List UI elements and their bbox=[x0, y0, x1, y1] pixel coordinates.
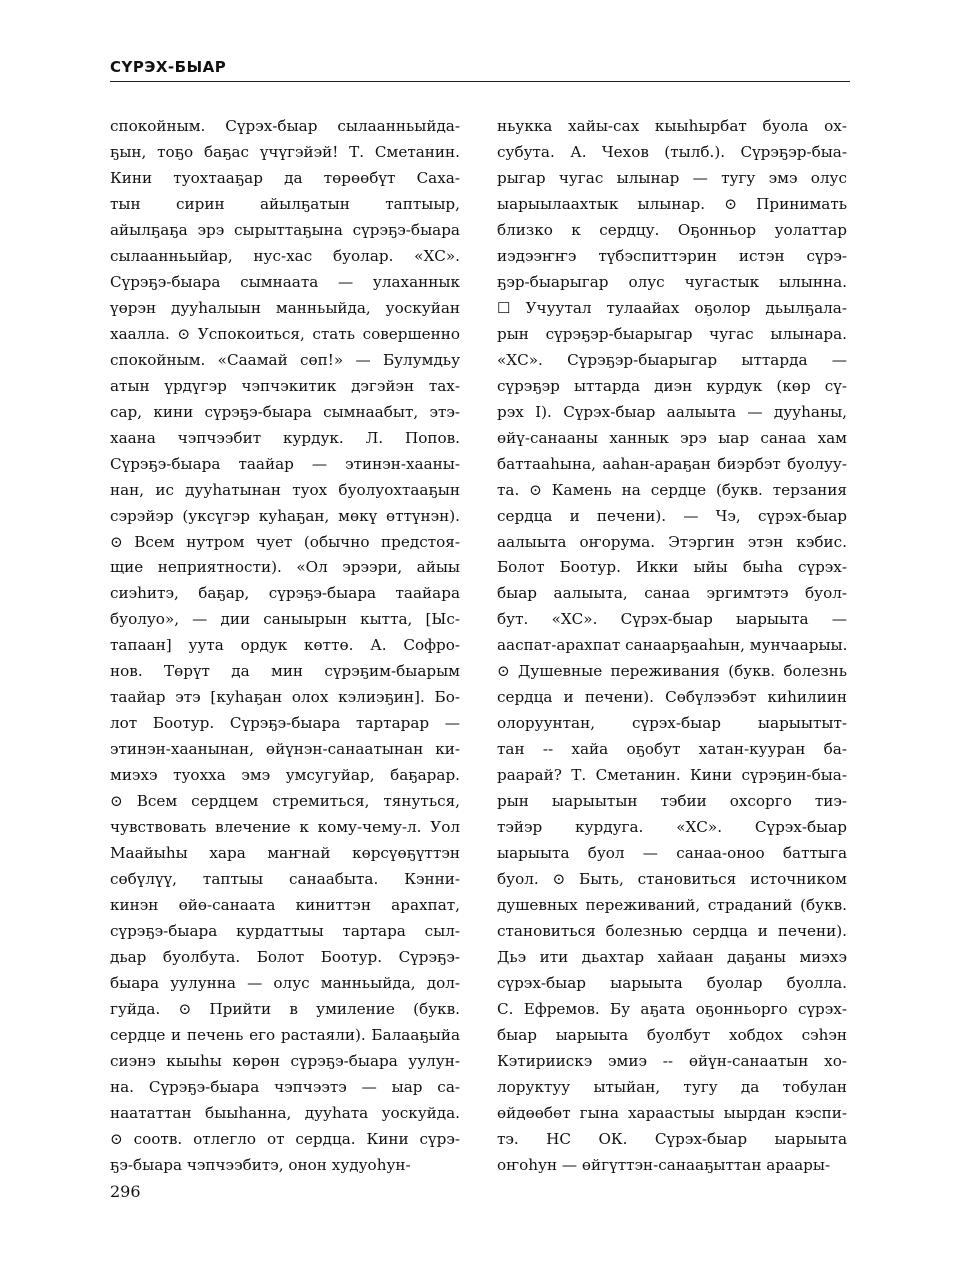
text-line: рэх I). Сүрэх-быар аалыыта — дууһаны, bbox=[497, 402, 847, 421]
text-line: Сүрэҕэ-быара таайар — этинэн-хааны- bbox=[110, 454, 460, 473]
text-line: олоруунтан, сүрэх-быар ыарыытыт- bbox=[497, 714, 847, 733]
text-line: баттааһына, ааһан-араҕан биэрбэт буолуу- bbox=[497, 454, 847, 473]
text-line: сүрэҕэ-быара курдаттыы тартара сыл- bbox=[110, 922, 460, 941]
text-line: спокойным. Сүрэх-быар сылаанньыйда- bbox=[110, 117, 460, 135]
text-line: быара уулунна — олус манньыйда, дол- bbox=[110, 973, 460, 992]
text-line: ⊙ Всем нутром чует (обычно предстоя- bbox=[110, 532, 460, 551]
text-line: раарай? Т. Сметанин. Кини сүрэҕин-быа- bbox=[497, 766, 847, 785]
text-line: на. Сүрэҕэ-быара чэпчээтэ — ыар са- bbox=[110, 1077, 460, 1096]
text-line: та. ⊙ Камень на сердце (букв. терзания bbox=[497, 480, 847, 499]
text-line: Дьэ ити дьахтар хайаан даҕаны миэхэ bbox=[497, 948, 847, 966]
text-line: оҥоһун — өйгүттэн-санааҕыттан араары- bbox=[497, 1155, 831, 1174]
text-line: ҕын, тоҕо баҕас үчүгэйэй! Т. Сметанин. bbox=[110, 142, 460, 161]
header-title: СҮРЭХ-БЫАР bbox=[110, 58, 227, 76]
text-line: тапаан] уута ордук көттө. А. Софро- bbox=[110, 636, 460, 655]
text-line: кинэн өйө-санаата киниттэн арахпат, bbox=[110, 896, 460, 915]
text-line: Сүрэҕэ-быара сымнаата — улаханнык bbox=[110, 272, 460, 291]
text-line: рын ыарыытын тэбии охсорго тиэ- bbox=[497, 792, 847, 811]
text-line: Маайыһы хара маҥнай көрсүөҕүттэн bbox=[110, 844, 460, 863]
text-line: близко к сердцу. Оҕонньор уолаттар bbox=[497, 220, 847, 239]
text-line: нан, ис дууһатынан туох буолуохтааҕын bbox=[110, 480, 460, 499]
text-line: сар, кини сүрэҕэ-быара сымнаабыт, этэ- bbox=[110, 402, 460, 421]
left-column bbox=[110, 113, 460, 1178]
text-line: атын үрдүгэр чэпчэкитик дэгэйэн тах- bbox=[110, 376, 460, 395]
text-line: ньукка хайы-сах кыыһырбат буола ох- bbox=[497, 117, 847, 135]
text-line: сердце и печень его растаяли). Балааҕыйа bbox=[110, 1025, 460, 1044]
text-line: этинэн-хаанынан, өйүнэн-санаатынан ки- bbox=[110, 740, 460, 759]
text-line: ⊙ Всем сердцем стремиться, тянуться, bbox=[110, 792, 460, 811]
text-line: гуйда. ⊙ Прийти в умиление (букв. bbox=[110, 999, 460, 1018]
text-line: быар ыарыыта буолбут хобдох сэһэн bbox=[497, 1025, 847, 1044]
text-line: С. Ефремов. Бу аҕата оҕонньорго сүрэх- bbox=[497, 999, 847, 1018]
text-line: становиться болезнью сердца и печени). bbox=[497, 922, 847, 941]
text-line: сердца и печени). — Чэ, сүрэх-быар bbox=[497, 506, 847, 525]
text-line: айылҕаҕа эрэ сырыттаҕына сүрэҕэ-быара bbox=[110, 220, 460, 239]
text-line: ыарыыта буол — санаа-оноо баттыга bbox=[497, 844, 847, 863]
text-line: иэдээҥҥэ түбэспиттэрин истэн сүрэ- bbox=[497, 246, 847, 265]
text-line: дьар буолбута. Болот Боотур. Сүрэҕэ- bbox=[110, 948, 460, 966]
text-line: ⊙ Душевные переживания (букв. болезнь bbox=[497, 662, 847, 681]
text-line: Кэтириискэ эмиэ -- өйүн-санаатын хо- bbox=[497, 1051, 847, 1070]
running-header bbox=[110, 57, 850, 82]
text-line: буолуо», — дии саныырын кытта, [Ыс- bbox=[110, 610, 460, 629]
text-line: сүрэҕэр ыттарда диэн курдук (көр сү- bbox=[497, 376, 847, 395]
text-line: хаана чэпчээбит курдук. Л. Попов. bbox=[110, 428, 460, 447]
text-line: бут. «ХС». Сүрэх-быар ыарыыта — bbox=[497, 610, 847, 629]
text-line: тын сирин айылҕатын таптыыр, bbox=[110, 194, 460, 213]
text-line: спокойным. «Саамай сөп!» — Булумдьу bbox=[110, 350, 460, 369]
text-line: сиэнэ кыыһы көрөн сүрэҕэ-быара уулун- bbox=[110, 1051, 460, 1070]
text-line: наататтан быыһанна, дууһата уоскуйда. bbox=[110, 1103, 460, 1122]
text-line: чувствовать влечение к кому-чему-л. Уол bbox=[110, 818, 460, 837]
text-line: нов. Төрүт да мин сүрэҕим-быарым bbox=[110, 662, 460, 681]
text-line: хаалла. ⊙ Успокоиться, стать совершенно bbox=[110, 324, 460, 343]
text-line: ыарыылаахтык ылынар. ⊙ Принимать bbox=[497, 194, 847, 213]
text-line: буол. ⊙ Быть, становиться источником bbox=[497, 870, 847, 889]
text-line: лоруктуу ытыйан, тугу да тобулан bbox=[497, 1077, 847, 1096]
text-line: тэ. НС ОК. Сүрэх-быар ыарыыта bbox=[497, 1129, 847, 1148]
right-column bbox=[497, 113, 847, 1178]
text-line: рын сүрэҕэр-быарыгар чугас ылынара. bbox=[497, 324, 847, 343]
text-line: тэйэр курдуга. «ХС». Сүрэх-быар bbox=[497, 818, 847, 837]
text-line: Болот Боотур. Икки ыйы быһа сүрэх- bbox=[497, 558, 847, 577]
text-line: сердца и печени). Сөбүлээбэт киһилиин bbox=[497, 688, 847, 707]
text-line: таайар этэ [куһаҕан олох кэлиэҕин]. Бо- bbox=[110, 688, 460, 707]
text-line: үөрэн дууһалыын манньыйда, уоскуйан bbox=[110, 298, 460, 317]
text-line: сиэһитэ, баҕар, сүрэҕэ-быара таайара bbox=[110, 584, 460, 603]
text-line: аалыыта оҥорума. Этэргин этэн кэбис. bbox=[497, 532, 847, 551]
text-line: ҕэр-быарыгар олус чугастык ылынна. bbox=[497, 272, 847, 291]
text-line: ааспат-арахпат санаарҕааһын, мунчаарыы. bbox=[497, 636, 848, 655]
text-line: ⊙ соотв. отлегло от сердца. Кини сүрэ- bbox=[110, 1129, 460, 1148]
text-line: «ХС». Сүрэҕэр-быарыгар ыттарда — bbox=[497, 350, 847, 369]
text-line: Кини туохтааҕар да төрөөбүт Саха- bbox=[110, 168, 460, 187]
text-line: сылаанньыйар, нус-хас буолар. «ХС». bbox=[110, 246, 460, 265]
text-line: быар аалыыта, санаа эргимтэтэ буол- bbox=[497, 584, 847, 603]
text-line: өйдөөбөт гына хараастыы ыырдан кэспи- bbox=[497, 1103, 847, 1122]
text-line: сэрэйэр (уксүгэр куһаҕан, мөкү өттүнэн). bbox=[110, 506, 460, 525]
text-line: ☐ Учуутал тулаайах оҕолор дьылҕала- bbox=[497, 298, 847, 317]
text-line: сөбүлүү, таптыы санаабыта. Кэнни- bbox=[110, 870, 460, 889]
text-line: душевных переживаний, страданий (букв. bbox=[497, 896, 847, 915]
text-line: тан -- хайа оҕобут хатан-куурaн ба- bbox=[497, 740, 847, 759]
text-line: миэхэ туохха эмэ умсугуйар, баҕарар. bbox=[110, 766, 460, 785]
text-line: лот Боотур. Сүрэҕэ-быара тартарар — bbox=[110, 714, 460, 733]
page-number: 296 bbox=[110, 1182, 141, 1201]
text-line: щие неприятности). «Ол эрээри, айыы bbox=[110, 558, 460, 577]
text-line: субута. А. Чехов (тылб.). Сүрэҕэр-быа- bbox=[497, 142, 847, 161]
text-line: рыгар чугас ылынар — тугу эмэ олус bbox=[497, 168, 847, 187]
text-line: ҕэ-быара чэпчээбитэ, онон худуоһун- bbox=[110, 1155, 411, 1174]
text-line: өйү-санааны ханнык эрэ ыар санаа хам bbox=[497, 428, 847, 447]
text-line: сүрэх-быар ыарыыта буолар буолла. bbox=[497, 973, 847, 992]
